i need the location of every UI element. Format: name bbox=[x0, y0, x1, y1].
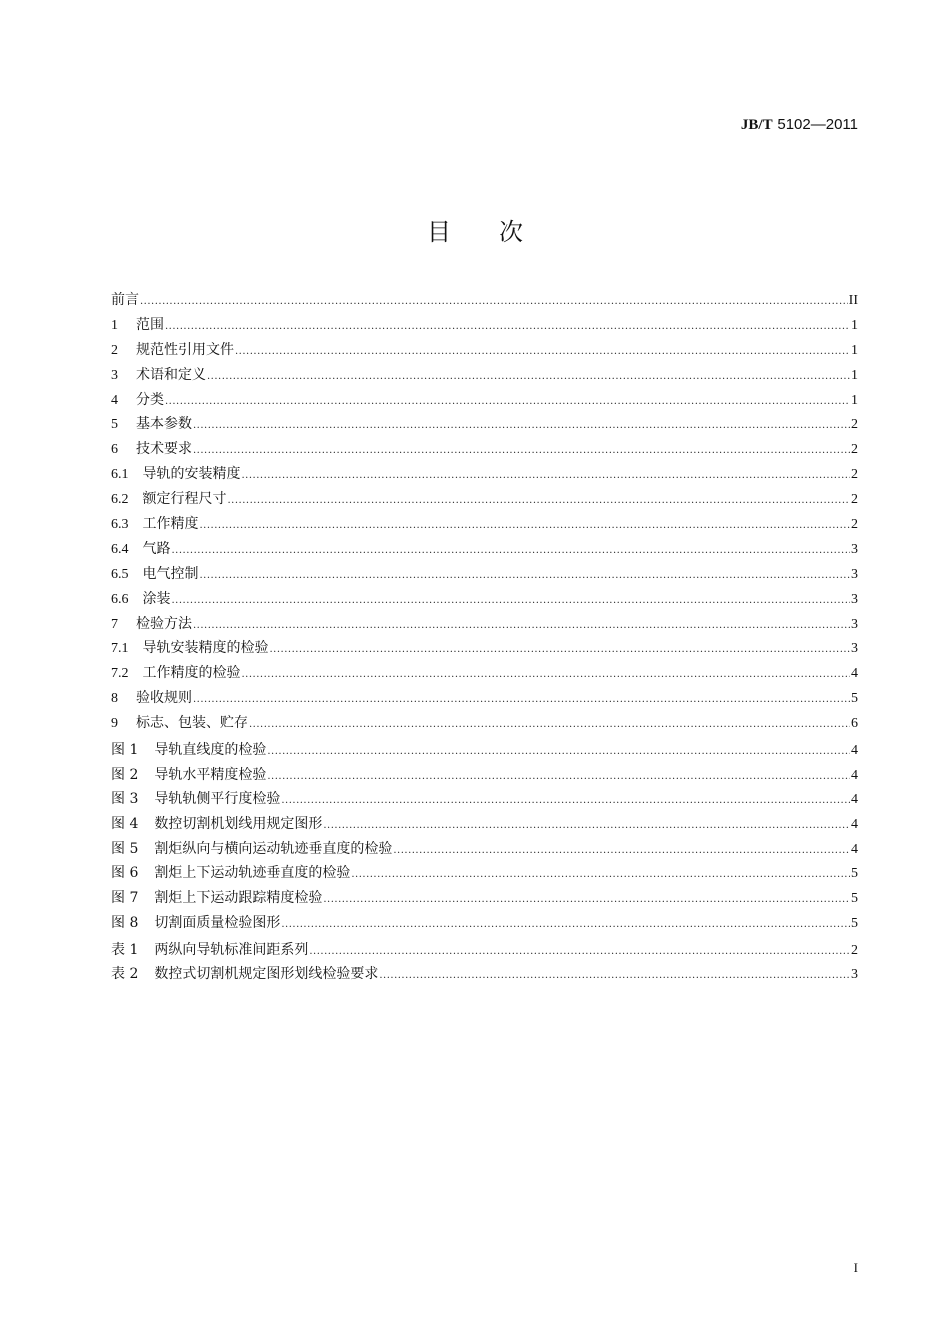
toc-entry[interactable] bbox=[111, 591, 858, 616]
toc-entry-label: 额定行程尺寸 bbox=[142, 491, 227, 508]
toc-entry-label: 前言 bbox=[111, 292, 139, 308]
toc-dot-leader bbox=[379, 968, 850, 984]
toc-dot-leader bbox=[351, 867, 850, 883]
toc-entry-page: 4 bbox=[851, 841, 858, 857]
toc-entry-label: 导轨安装精度的检验 bbox=[142, 640, 269, 657]
toc-entry[interactable] bbox=[111, 342, 858, 367]
toc-entry-label: 涂装 bbox=[142, 590, 171, 607]
toc-entry-number: 图 2 bbox=[111, 766, 139, 783]
toc-entry[interactable] bbox=[111, 392, 858, 417]
toc-entry[interactable] bbox=[111, 541, 858, 566]
toc-dot-leader bbox=[270, 642, 851, 658]
toc-entry-label: 检验方法 bbox=[136, 615, 192, 632]
toc-dot-leader bbox=[193, 418, 850, 434]
toc-dot-leader bbox=[323, 892, 850, 908]
toc-entry[interactable] bbox=[111, 690, 858, 715]
toc-entry-label: 分类 bbox=[136, 391, 164, 408]
toc-entry-number: 图 4 bbox=[111, 816, 139, 833]
toc-entry-label: 两纵向导轨标准间距系列 bbox=[154, 941, 309, 958]
toc-entry[interactable] bbox=[111, 767, 858, 792]
toc-entry[interactable] bbox=[111, 890, 858, 915]
toc-entry-page: 4 bbox=[851, 767, 858, 783]
toc-entry-page: 4 bbox=[851, 743, 858, 759]
toc-entry-number: 7.2 bbox=[111, 666, 129, 682]
toc-dot-leader bbox=[242, 667, 851, 683]
toc-entry-page: 4 bbox=[851, 817, 858, 833]
toc-entry-label: 电气控制 bbox=[142, 565, 199, 582]
toc-entry-number: 9 bbox=[111, 716, 118, 732]
page-number: I bbox=[853, 1260, 858, 1275]
toc-entry-label: 工作精度的检验 bbox=[142, 665, 241, 682]
toc-dot-leader bbox=[281, 793, 850, 809]
toc-entry[interactable] bbox=[111, 441, 858, 466]
toc-entry[interactable] bbox=[111, 915, 858, 940]
toc-entry-page: 2 bbox=[851, 492, 858, 508]
toc-entry-page: 6 bbox=[851, 716, 858, 732]
toc-entry-page: 3 bbox=[851, 641, 858, 657]
toc-entry-label: 导轨的安装精度 bbox=[142, 466, 241, 483]
toc-entry-number: 6.5 bbox=[111, 566, 129, 582]
toc-entry-label: 导轨水平精度检验 bbox=[154, 766, 267, 783]
toc-entry-label: 基本参数 bbox=[136, 416, 192, 433]
toc-entry[interactable] bbox=[111, 616, 858, 641]
toc-dot-leader bbox=[193, 692, 850, 708]
toc-entry-label: 工作精度 bbox=[142, 516, 199, 533]
toc-entry-number: 2 bbox=[111, 342, 118, 358]
toc-dot-leader bbox=[165, 319, 850, 335]
toc-entry-number: 表 2 bbox=[111, 966, 139, 983]
toc-entry[interactable] bbox=[111, 516, 858, 541]
toc-entry[interactable] bbox=[111, 816, 858, 841]
toc-entry-page: 1 bbox=[851, 342, 858, 358]
toc-dot-leader bbox=[172, 543, 851, 559]
toc-entry-number: 图 3 bbox=[111, 791, 139, 808]
toc-entry-page: 3 bbox=[851, 566, 858, 582]
toc-dot-leader bbox=[140, 294, 848, 310]
toc-entry-number: 6.3 bbox=[111, 517, 129, 533]
toc-entry[interactable] bbox=[111, 841, 858, 866]
toc-dot-leader bbox=[172, 593, 851, 609]
standard-code bbox=[741, 115, 858, 134]
toc-entry-label: 术语和定义 bbox=[136, 366, 206, 383]
toc-entry-number: 图 8 bbox=[111, 914, 139, 931]
toc-entry-label: 技术要求 bbox=[136, 441, 192, 458]
toc-entry-number: 8 bbox=[111, 691, 118, 707]
toc-entry-page: 2 bbox=[851, 942, 858, 958]
toc-entry-number: 图 6 bbox=[111, 865, 139, 882]
toc-entry-page: 1 bbox=[851, 392, 858, 408]
toc-entry-page: 3 bbox=[851, 967, 858, 983]
toc-entry-label: 割炬上下运动跟踪精度检验 bbox=[154, 890, 323, 907]
toc-entry[interactable] bbox=[111, 742, 858, 767]
toc-dot-leader bbox=[207, 369, 850, 385]
toc-entry[interactable] bbox=[111, 491, 858, 516]
toc-entry-number: 6.2 bbox=[111, 492, 129, 508]
toc-entry-number: 图 7 bbox=[111, 890, 139, 907]
toc-entry[interactable] bbox=[111, 665, 858, 690]
toc-entry-page: 2 bbox=[851, 467, 858, 483]
toc-entry-label: 导轨直线度的检验 bbox=[154, 742, 267, 759]
toc-entry[interactable] bbox=[111, 292, 858, 317]
toc-entry-label: 数控切割机划线用规定图形 bbox=[154, 816, 323, 833]
toc-dot-leader bbox=[193, 443, 850, 459]
toc-entry-label: 导轨轨侧平行度检验 bbox=[154, 791, 281, 808]
toc-dot-leader bbox=[309, 944, 850, 960]
toc-entry[interactable] bbox=[111, 566, 858, 591]
toc-dot-leader bbox=[235, 344, 850, 360]
toc-dot-leader bbox=[242, 468, 851, 484]
toc-entry-page: 4 bbox=[851, 792, 858, 808]
toc-entry-number: 4 bbox=[111, 392, 118, 408]
toc-entry-page: 1 bbox=[851, 367, 858, 383]
toc-entry-number: 6.6 bbox=[111, 591, 129, 607]
toc-entry-label: 验收规则 bbox=[136, 690, 192, 707]
toc-entry[interactable] bbox=[111, 317, 858, 342]
standard-code-prefix: JB/T bbox=[740, 117, 773, 133]
toc-dot-leader bbox=[200, 518, 851, 534]
table-of-contents bbox=[111, 292, 858, 991]
toc-dot-leader bbox=[267, 769, 850, 785]
toc-entry-number: 5 bbox=[111, 417, 118, 433]
toc-entry-label: 数控式切割机规定图形划线检验要求 bbox=[154, 966, 379, 983]
toc-entry-label: 标志、包装、贮存 bbox=[136, 715, 248, 732]
toc-entry-number: 3 bbox=[111, 367, 118, 383]
toc-entry-page: 5 bbox=[851, 866, 858, 882]
toc-entry[interactable] bbox=[111, 865, 858, 890]
toc-dot-leader bbox=[228, 493, 851, 509]
toc-entry[interactable] bbox=[111, 791, 858, 816]
toc-dot-leader bbox=[249, 717, 850, 733]
toc-entry-page: 5 bbox=[851, 915, 858, 931]
toc-entry-page: 3 bbox=[851, 541, 858, 557]
toc-entry-label: 切割面质量检验图形 bbox=[154, 914, 281, 931]
toc-entry-page: II bbox=[848, 293, 858, 308]
toc-entry-label: 割炬纵向与横向运动轨迹垂直度的检验 bbox=[154, 840, 393, 857]
toc-entry-page: 2 bbox=[851, 517, 858, 533]
toc-entry-number: 图 5 bbox=[111, 840, 139, 857]
toc-dot-leader bbox=[281, 917, 850, 933]
toc-dot-leader bbox=[200, 568, 851, 584]
toc-entry[interactable] bbox=[111, 416, 858, 441]
toc-entry-label: 范围 bbox=[136, 316, 164, 333]
toc-dot-leader bbox=[193, 618, 850, 634]
toc-entry[interactable] bbox=[111, 715, 858, 740]
toc-entry-number: 7 bbox=[111, 616, 118, 632]
toc-entry-number: 6.4 bbox=[111, 541, 129, 557]
toc-entry-number: 6 bbox=[111, 442, 118, 458]
toc-entry-page: 5 bbox=[851, 891, 858, 907]
toc-entry-number: 7.1 bbox=[111, 641, 129, 657]
toc-dot-leader bbox=[393, 843, 850, 859]
toc-entry[interactable] bbox=[111, 942, 858, 967]
toc-entry-label: 气路 bbox=[142, 540, 171, 557]
toc-dot-leader bbox=[267, 744, 850, 760]
toc-entry-label: 规范性引用文件 bbox=[136, 341, 234, 358]
toc-entry-page: 1 bbox=[851, 317, 858, 333]
toc-entry-number: 6.1 bbox=[111, 467, 129, 483]
toc-entry-number: 表 1 bbox=[111, 941, 139, 958]
toc-entry-page: 3 bbox=[851, 616, 858, 632]
toc-entry[interactable] bbox=[111, 640, 858, 665]
page-title: 目次 bbox=[427, 218, 571, 246]
toc-entry-page: 4 bbox=[851, 666, 858, 682]
toc-entry-number: 图 1 bbox=[111, 742, 139, 759]
toc-entry[interactable] bbox=[111, 966, 858, 991]
toc-entry[interactable] bbox=[111, 466, 858, 491]
toc-entry-page: 2 bbox=[851, 417, 858, 433]
toc-entry[interactable] bbox=[111, 367, 858, 392]
toc-entry-page: 5 bbox=[851, 691, 858, 707]
toc-dot-leader bbox=[165, 394, 850, 410]
toc-entry-label: 割炬上下运动轨迹垂直度的检验 bbox=[154, 865, 351, 882]
toc-entry-number: 1 bbox=[111, 317, 118, 333]
toc-entry-page: 2 bbox=[851, 442, 858, 458]
standard-code-number: 5102—2011 bbox=[777, 116, 858, 133]
toc-dot-leader bbox=[323, 818, 850, 834]
toc-entry-page: 3 bbox=[851, 591, 858, 607]
